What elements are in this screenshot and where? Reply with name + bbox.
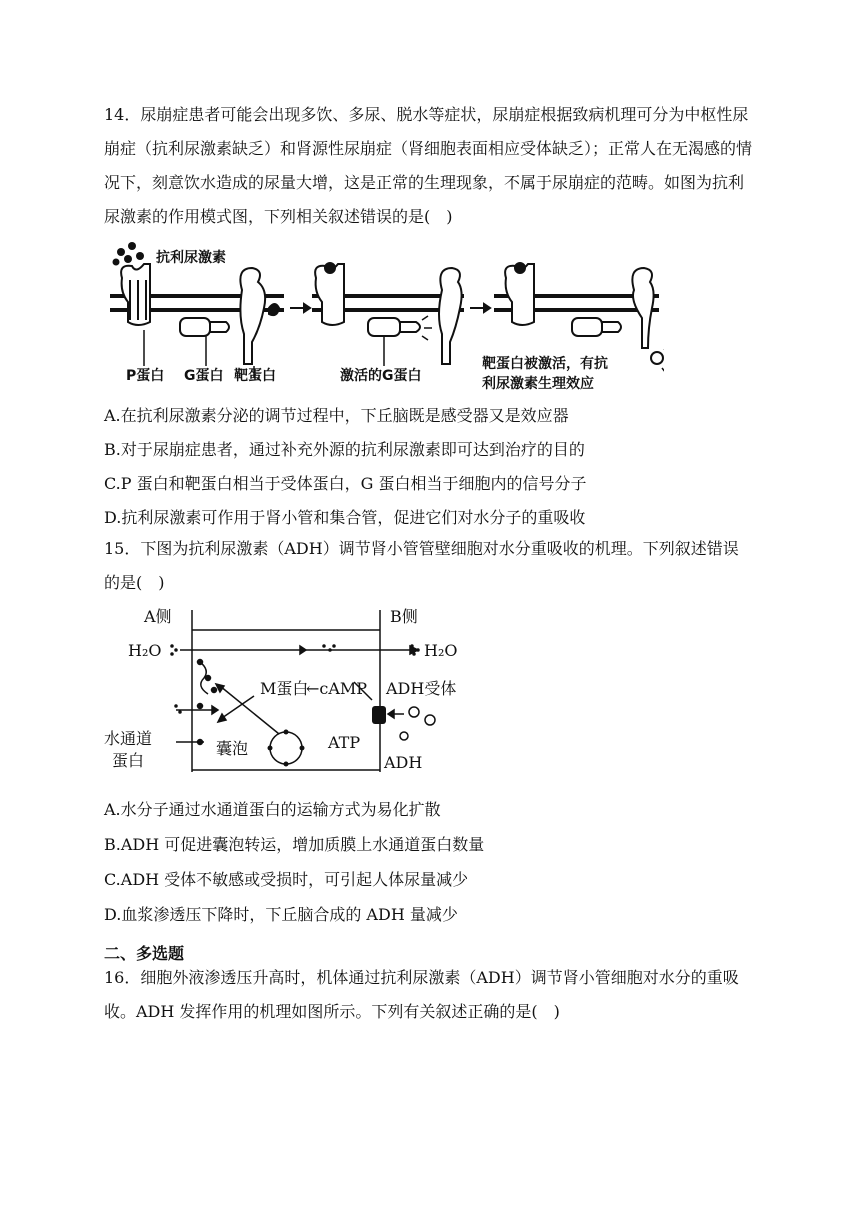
adh-receptor-icon [372,706,386,724]
h2o-right-label: H₂O [424,641,458,660]
side-b-label: B侧 [390,607,418,626]
atp-label: ATP [328,733,361,752]
p-protein-label: P蛋白 [126,368,165,384]
vesicle-icon [268,730,305,767]
q16-stem: 16．细胞外液渗透压升高时，机体通过抗利尿激素（ADH）调节肾小管细胞对水分的重吸收。ADH 发挥作用的机理如图所示。下列有关叙述正确的是( ) [104,968,739,1021]
q14-figure [104,238,664,398]
section-heading: 二、多选题 [104,944,185,963]
target-protein-label: 靶蛋白 [234,368,276,384]
activated-g-protein-shape [368,316,432,340]
q14-stem: 14．尿崩症患者可能会出现多饮、多尿、脱水等症状，尿崩症根据致病机理可分为中枢性尿崩症（抗利尿激素缺乏）和肾源性尿崩症（肾细胞表面相应受体缺乏）；正常人在无渴感的情况下，刻意饮水造成的尿量大增，这是正常的生理现象，不属于尿崩症的范畴。如图为抗利尿激素的作用模式图，下列相关叙述错误的是( ) [104,105,753,226]
q15-option-d: D.血浆渗透压下降时，下丘脑合成的 ADH 量减少 [104,905,458,924]
p-protein-bound-shape [315,263,344,325]
q14-option-a: A.在抗利尿激素分泌的调节过程中，下丘脑既是感受器又是效应器 [104,406,569,425]
p-protein-bound-shape-3 [505,263,534,325]
m-protein-label: M蛋白 [260,679,309,698]
water-flow-arrow-icon [171,645,419,655]
hormone-label: 抗利尿激素 [156,250,226,266]
g-protein-label: G蛋白 [184,368,224,384]
q14-option-b: B.对于尿崩症患者，通过补充外源的抗利尿激素即可达到治疗的目的 [104,440,585,459]
q14-option-d: D.抗利尿激素可作用于肾小管和集合管，促进它们对水分子的重吸收 [104,508,586,527]
q15-option-b: B.ADH 可促进囊泡转运，增加质膜上水通道蛋白数量 [104,835,485,854]
target-activated-label-1: 靶蛋白被激活，有抗 [482,356,608,372]
q14-option-c: C.P 蛋白和靶蛋白相当于受体蛋白，G 蛋白相当于细胞内的信号分子 [104,474,587,493]
q15-option-a: A.水分子通过水通道蛋白的运输方式为易化扩散 [104,800,441,819]
activated-g-protein-label: 激活的G蛋白 [340,368,422,384]
adh-molecules-icon [400,707,435,740]
target-protein-active-shape [632,268,664,373]
q15-figure [104,602,504,780]
aquaporin-label-2: 蛋白 [112,751,145,770]
camp-label: ←cAMP [306,679,368,698]
g-protein-shape [180,318,229,336]
vesicle-label: 囊泡 [216,739,249,758]
adh-label: ADH [384,753,423,772]
hormone-dots-icon [113,242,145,266]
aquaporin-label-1: 水通道 [104,729,153,748]
h2o-left-label: H₂O [128,641,162,660]
side-a-label: A侧 [144,607,172,626]
target-protein-shape-2 [439,268,462,364]
aquaporin-icon [175,660,218,745]
adh-receptor-label: ADH受体 [386,679,457,698]
p-protein-shape [121,264,150,325]
g-protein-shape-3 [572,318,621,336]
q15-option-c: C.ADH 受体不敏感或受损时，可引起人体尿量减少 [104,870,469,889]
target-activated-label-2: 利尿激素生理效应 [482,376,594,392]
q15-stem: 15．下图为抗利尿激素（ADH）调节肾小管管壁细胞对水分重吸收的机理。下列叙述错误的是( ) [104,539,739,592]
target-protein-shape [240,268,279,364]
